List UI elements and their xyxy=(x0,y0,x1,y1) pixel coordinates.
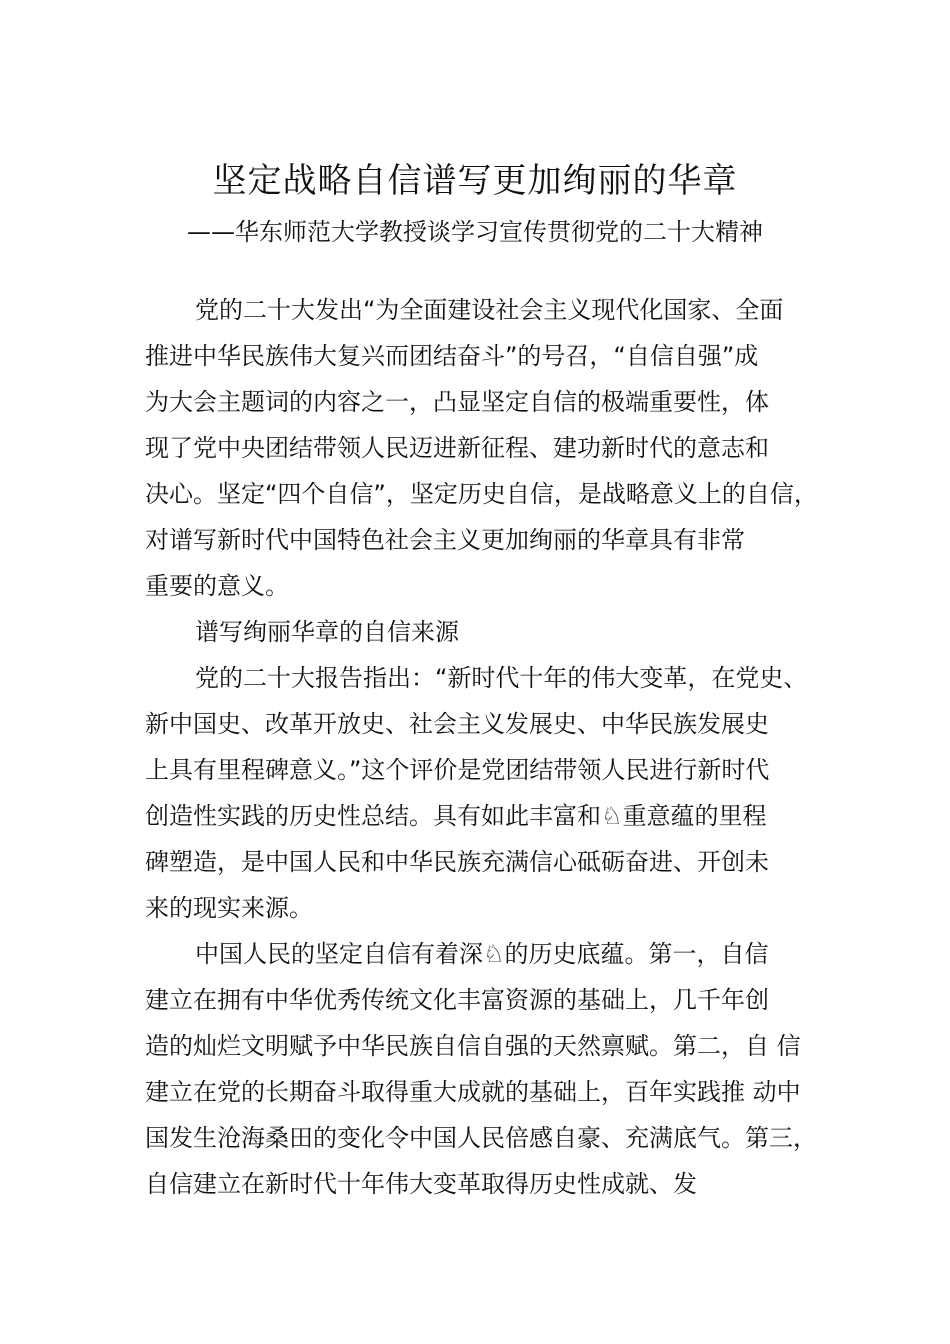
paragraph-2-line-2: 新中国史、改革开放史、社会主义发展史、中华民族发展史 xyxy=(145,710,769,738)
paragraph-1-line-1: 党的二十大发出“为全面建设社会主义现代化国家、全面 xyxy=(195,296,784,324)
paragraph-2-line-4: 创造性实践的历史性总结。具有如此丰富和♘重意蕴的里程 xyxy=(145,802,767,830)
paragraph-1-line-4: 现了党中央团结带领人民迈进新征程、建功新时代的意志和 xyxy=(145,434,769,462)
paragraph-1-line-6: 对谱写新时代中国特色社会主义更加绚丽的华章具有非常 xyxy=(145,526,745,554)
paragraph-3-line-5: 国发生沧海桑田的变化令中国人民倍感自豪、充满底气。第三， xyxy=(145,1124,817,1152)
paragraph-1-line-2: 推进中华民族伟大复兴而团结奋斗”的号召，“自信自强”成 xyxy=(145,342,759,370)
paragraph-3-line-4: 建立在党的长期奋斗取得重大成就的基础上，百年实践推 动中 xyxy=(145,1078,801,1106)
document-subtitle: ——华东师范大学教授谈学习宣传贯彻党的二十大精神 xyxy=(187,218,763,246)
paragraph-2-line-5: 碑塑造，是中国人民和中华民族充满信心砥砺奋进、开创未 xyxy=(145,848,769,876)
paragraph-2-line-1: 党的二十大报告指出：“新时代十年的伟大变革，在党史、 xyxy=(195,664,808,692)
paragraph-3-line-2: 建立在拥有中华优秀传统文化丰富资源的基础上，几千年创 xyxy=(145,986,769,1014)
paragraph-3-line-3: 造的灿烂文明赋予中华民族自信自强的天然禀赋。第二，自 信 xyxy=(145,1032,801,1060)
paragraph-2-line-6: 来的现实来源。 xyxy=(145,894,313,922)
section-heading: 谱写绚丽华章的自信来源 xyxy=(195,618,459,646)
paragraph-1-line-3: 为大会主题词的内容之一，凸显坚定自信的极端重要性，体 xyxy=(145,388,769,416)
paragraph-3-line-6: 自信建立在新时代十年伟大变革取得历史性成就、发 xyxy=(145,1170,697,1198)
paragraph-3-line-1: 中国人民的坚定自信有着深♘的历史底蕴。第一，自信 xyxy=(195,940,769,968)
document-title: 坚定战略自信谱写更加绚丽的华章 xyxy=(212,161,738,201)
paragraph-1-line-7: 重要的意义。 xyxy=(145,572,289,600)
paragraph-1-line-5: 决心。坚定“四个自信”，坚定历史自信，是战略意义上的自信， xyxy=(145,480,818,508)
paragraph-2-line-3: 上具有里程碑意义。”这个评价是党团结带领人民进行新时代 xyxy=(145,756,770,784)
